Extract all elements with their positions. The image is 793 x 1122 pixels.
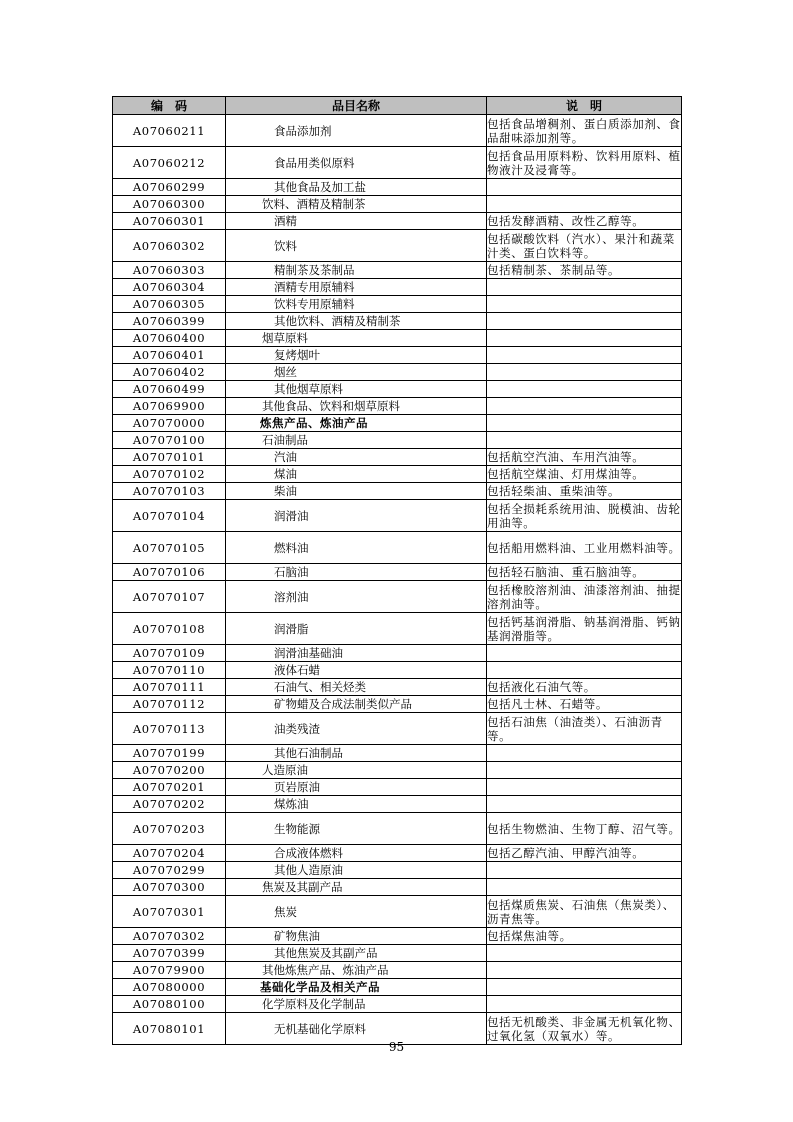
item-description	[487, 762, 682, 779]
item-name: 其他人造原油	[226, 862, 487, 879]
table-row	[113, 896, 682, 928]
item-name: 溶剂油	[226, 581, 487, 613]
item-description	[487, 796, 682, 813]
item-code: A07080100	[113, 996, 226, 1013]
table-row	[113, 115, 682, 147]
item-code: A07060300	[113, 196, 226, 213]
item-description: 包括食品增稠剂、蛋白质添加剂、食品甜味添加剂等。	[487, 116, 681, 145]
item-description	[487, 645, 682, 662]
item-name: 其他烟草原料	[226, 381, 487, 398]
item-name: 精制茶及茶制品	[226, 262, 487, 279]
item-code: A07060212	[113, 147, 226, 179]
item-code: A07070302	[113, 928, 226, 945]
item-code: A07060399	[113, 313, 226, 330]
item-description: 包括橡胶溶剂油、油漆溶剂油、抽提溶剂油等。	[487, 582, 681, 611]
item-name: 人造原油	[226, 762, 487, 779]
item-description: 包括生物燃油、生物丁醇、沼气等。	[487, 813, 682, 845]
item-code: A07060401	[113, 347, 226, 364]
table-row	[113, 381, 682, 398]
item-name: 润滑油基础油	[226, 645, 487, 662]
item-name: 润滑脂	[226, 613, 487, 645]
item-name: 焦炭	[226, 896, 487, 928]
item-description	[487, 962, 682, 979]
item-description	[487, 398, 682, 415]
table-row	[113, 779, 682, 796]
item-description: 包括碳酸饮料（汽水）、果汁和蔬菜汁类、蛋白饮料等。	[487, 230, 682, 262]
item-name: 饮料专用原辅料	[226, 296, 487, 313]
item-description: 包括无机酸类、非金属无机氧化物、过氧化氢（双氧水）等。	[487, 1014, 681, 1043]
table-row	[113, 449, 682, 466]
item-name: 饮料、酒精及精制茶	[226, 196, 487, 213]
item-code: A07070299	[113, 862, 226, 879]
item-description: 包括钙基润滑脂、钠基润滑脂、钙钠基润滑脂等。	[487, 614, 681, 643]
item-description: 包括轻石脑油、重石脑油等。	[487, 564, 682, 581]
item-code: A07060402	[113, 364, 226, 381]
item-description: 包括全损耗系统用油、脱模油、齿轮用油等。	[487, 501, 681, 530]
item-name: 其他食品、饮料和烟草原料	[226, 398, 487, 415]
table-row	[113, 483, 682, 500]
item-code: A07070110	[113, 662, 226, 679]
item-name: 无机基础化学原料	[226, 1013, 487, 1045]
item-code: A07070108	[113, 613, 226, 645]
item-name: 烟草原料	[226, 330, 487, 347]
item-name: 矿物焦油	[226, 928, 487, 945]
item-code: A07060303	[113, 262, 226, 279]
item-code: A07070301	[113, 896, 226, 928]
table-row	[113, 996, 682, 1013]
catalog-table	[112, 96, 682, 1045]
table-row	[113, 500, 682, 532]
item-code: A07060302	[113, 230, 226, 262]
item-name: 烟丝	[226, 364, 487, 381]
page-number: 95	[388, 1040, 405, 1054]
table-row	[113, 279, 682, 296]
table-row	[113, 845, 682, 862]
item-description	[487, 347, 682, 364]
item-description	[487, 432, 682, 449]
table-body	[113, 115, 682, 1045]
item-description	[487, 879, 682, 896]
table-row	[113, 696, 682, 713]
item-code: A07060304	[113, 279, 226, 296]
item-name: 其他食品及加工盐	[226, 179, 487, 196]
item-name: 石油气、相关烃类	[226, 679, 487, 696]
item-name: 矿物蜡及合成法制类似产品	[226, 696, 487, 713]
item-description	[487, 662, 682, 679]
item-code: A07070102	[113, 466, 226, 483]
item-code: A07070399	[113, 945, 226, 962]
item-code: A07070113	[113, 713, 226, 745]
item-code: A07060305	[113, 296, 226, 313]
table-row	[113, 213, 682, 230]
item-name: 焦炭及其副产品	[226, 879, 487, 896]
item-name: 基础化学品及相关产品	[226, 979, 487, 996]
item-name: 汽油	[226, 449, 487, 466]
item-description	[487, 862, 682, 879]
item-name: 润滑油	[226, 500, 487, 532]
item-name: 其他焦炭及其副产品	[226, 945, 487, 962]
item-name: 页岩原油	[226, 779, 487, 796]
item-description	[487, 330, 682, 347]
item-description	[487, 979, 682, 996]
item-description: 包括轻柴油、重柴油等。	[487, 483, 682, 500]
item-code: A07070100	[113, 432, 226, 449]
item-code: A07069900	[113, 398, 226, 415]
item-code: A07070201	[113, 779, 226, 796]
table-row	[113, 945, 682, 962]
table-row	[113, 564, 682, 581]
item-name: 液体石蜡	[226, 662, 487, 679]
item-name: 化学原料及化学制品	[226, 996, 487, 1013]
table-row	[113, 862, 682, 879]
item-description	[487, 381, 682, 398]
item-code: A07060211	[113, 115, 226, 147]
table-row	[113, 398, 682, 415]
item-name: 食品用类似原料	[226, 147, 487, 179]
item-code: A07070106	[113, 564, 226, 581]
header-code: 编 码	[113, 97, 226, 115]
item-name: 食品添加剂	[226, 115, 487, 147]
table-row	[113, 962, 682, 979]
table-row	[113, 179, 682, 196]
table-row	[113, 796, 682, 813]
item-description	[487, 179, 682, 196]
item-code: A07079900	[113, 962, 226, 979]
item-description: 包括精制茶、茶制品等。	[487, 262, 682, 279]
table-row	[113, 745, 682, 762]
item-description: 包括凡士林、石蜡等。	[487, 696, 682, 713]
table-row	[113, 662, 682, 679]
item-name: 饮料	[226, 230, 487, 262]
item-code: A07070109	[113, 645, 226, 662]
item-description: 包括船用燃料油、工业用燃料油等。	[487, 532, 682, 564]
item-code: A07070203	[113, 813, 226, 845]
item-code: A07070105	[113, 532, 226, 564]
item-code: A07070112	[113, 696, 226, 713]
table-row	[113, 613, 682, 645]
item-name: 其他炼焦产品、炼油产品	[226, 962, 487, 979]
item-code: A07070202	[113, 796, 226, 813]
table-row	[113, 581, 682, 613]
item-name: 其他饮料、酒精及精制茶	[226, 313, 487, 330]
item-code: A07080101	[113, 1013, 226, 1045]
item-name: 煤炼油	[226, 796, 487, 813]
item-description	[487, 296, 682, 313]
table-row	[113, 313, 682, 330]
table-row	[113, 296, 682, 313]
item-code: A07070107	[113, 581, 226, 613]
table-row	[113, 679, 682, 696]
item-description: 包括发酵酒精、改性乙醇等。	[487, 213, 682, 230]
item-name: 合成液体燃料	[226, 845, 487, 862]
table-row	[113, 364, 682, 381]
table-row	[113, 879, 682, 896]
item-description: 包括航空煤油、灯用煤油等。	[487, 466, 682, 483]
item-code: A07070300	[113, 879, 226, 896]
item-description	[487, 996, 682, 1013]
table-row	[113, 813, 682, 845]
table-row	[113, 466, 682, 483]
item-description: 包括液化石油气等。	[487, 679, 682, 696]
table-row	[113, 762, 682, 779]
item-name: 炼焦产品、炼油产品	[226, 415, 487, 432]
table-row	[113, 262, 682, 279]
item-code: A07060299	[113, 179, 226, 196]
table-header-row	[113, 97, 682, 115]
item-name: 酒精专用原辅料	[226, 279, 487, 296]
item-name: 石油制品	[226, 432, 487, 449]
table-row	[113, 532, 682, 564]
item-code: A07070111	[113, 679, 226, 696]
item-description: 包括航空汽油、车用汽油等。	[487, 449, 682, 466]
item-code: A07070103	[113, 483, 226, 500]
table-row	[113, 645, 682, 662]
item-name: 酒精	[226, 213, 487, 230]
item-description	[487, 745, 682, 762]
item-code: A07060400	[113, 330, 226, 347]
item-name: 燃料油	[226, 532, 487, 564]
table-row	[113, 432, 682, 449]
item-description: 包括食品用原料粉、饮料用原料、植物液汁及浸膏等。	[487, 148, 681, 177]
table-row	[113, 230, 682, 262]
item-code: A07080000	[113, 979, 226, 996]
item-code: A07070101	[113, 449, 226, 466]
table-row	[113, 713, 682, 745]
item-code: A07070200	[113, 762, 226, 779]
item-name: 复烤烟叶	[226, 347, 487, 364]
item-description	[487, 945, 682, 962]
item-description: 包括乙醇汽油、甲醇汽油等。	[487, 845, 682, 862]
table-row	[113, 196, 682, 213]
item-name: 柴油	[226, 483, 487, 500]
item-description	[487, 279, 682, 296]
item-description: 包括煤质焦炭、石油焦（焦炭类）、沥青焦等。	[487, 896, 682, 928]
item-code: A07060301	[113, 213, 226, 230]
item-code: A07070199	[113, 745, 226, 762]
table-row	[113, 979, 682, 996]
item-description	[487, 364, 682, 381]
table-row	[113, 415, 682, 432]
item-description	[487, 196, 682, 213]
header-name: 品目名称	[226, 97, 487, 115]
item-name: 生物能源	[226, 813, 487, 845]
table-row	[113, 928, 682, 945]
table-row	[113, 147, 682, 179]
item-code: A07070204	[113, 845, 226, 862]
item-code: A07070000	[113, 415, 226, 432]
item-name: 油类残渣	[226, 713, 487, 745]
item-description	[487, 313, 682, 330]
header-desc: 说 明	[487, 97, 682, 115]
item-code: A07060499	[113, 381, 226, 398]
item-description	[487, 415, 682, 432]
item-description: 包括煤焦油等。	[487, 928, 682, 945]
table-row	[113, 330, 682, 347]
item-name: 煤油	[226, 466, 487, 483]
item-code: A07070104	[113, 500, 226, 532]
item-name: 石脑油	[226, 564, 487, 581]
item-description: 包括石油焦（油渣类）、石油沥青等。	[487, 713, 682, 745]
item-description	[487, 779, 682, 796]
item-name: 其他石油制品	[226, 745, 487, 762]
table-row	[113, 347, 682, 364]
